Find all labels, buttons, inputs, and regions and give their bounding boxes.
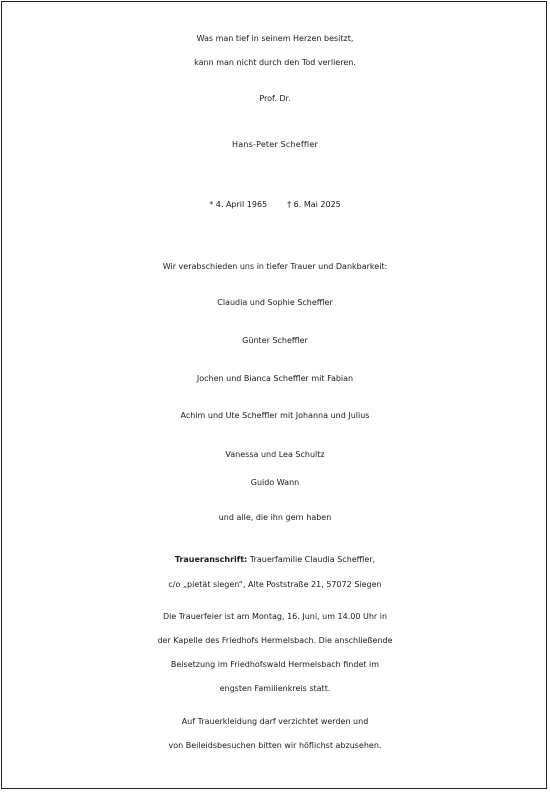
mourner-line: Vanessa und Lea Schultz bbox=[225, 450, 325, 459]
service-line: der Kapelle des Friedhofs Hermelsbach. Die anschließende bbox=[157, 636, 393, 645]
quote-line-1: Was man tief in seinem Herzen besitzt, bbox=[196, 34, 354, 43]
address-line-1 bbox=[0, 555, 550, 564]
academic-title: Prof. Dr. bbox=[259, 94, 291, 103]
mourner-line: Achim und Ute Scheffler mit Johanna und Julius bbox=[180, 411, 370, 420]
notice-border bbox=[1, 1, 547, 789]
deceased-name: Hans-Peter Scheffler bbox=[232, 140, 318, 149]
mourner-closing-line: und alle, die ihn gern haben bbox=[218, 513, 332, 522]
address-line-2: c/o „pietät siegen“, Alte Poststraße 21, 57072 Siegen bbox=[168, 580, 382, 589]
birth-date: * 4. April 1965 bbox=[209, 200, 268, 209]
mourner-line: Günter Scheffler bbox=[242, 336, 308, 345]
mourner-line: Claudia und Sophie Scheffler bbox=[217, 298, 333, 307]
service-line: engsten Familienkreis statt. bbox=[219, 684, 331, 693]
quote-line-2: kann man nicht durch den Tod verlieren. bbox=[194, 58, 356, 67]
mourner-line: Guido Wann bbox=[250, 478, 300, 487]
closing-line: von Beileidsbesuchen bitten wir höflichst abzusehen. bbox=[168, 741, 382, 750]
service-line: Beisetzung im Friedhofswald Hermelsbach findet im bbox=[170, 660, 380, 669]
death-date: † 6. Mai 2025 bbox=[287, 200, 341, 209]
life-dates bbox=[0, 200, 550, 209]
address-label: Traueranschrift: bbox=[174, 555, 248, 564]
address-recipient: Trauerfamilie Claudia Scheffler, bbox=[247, 555, 376, 564]
farewell-intro: Wir verabschieden uns in tiefer Trauer und Dankbarkeit: bbox=[162, 262, 388, 271]
service-line: Die Trauerfeier ist am Montag, 16. Juni, um 14.00 Uhr in bbox=[162, 612, 388, 621]
mourner-line: Jochen und Bianca Scheffler mit Fabian bbox=[196, 374, 354, 383]
closing-line: Auf Trauerkleidung darf verzichtet werden und bbox=[181, 717, 369, 726]
